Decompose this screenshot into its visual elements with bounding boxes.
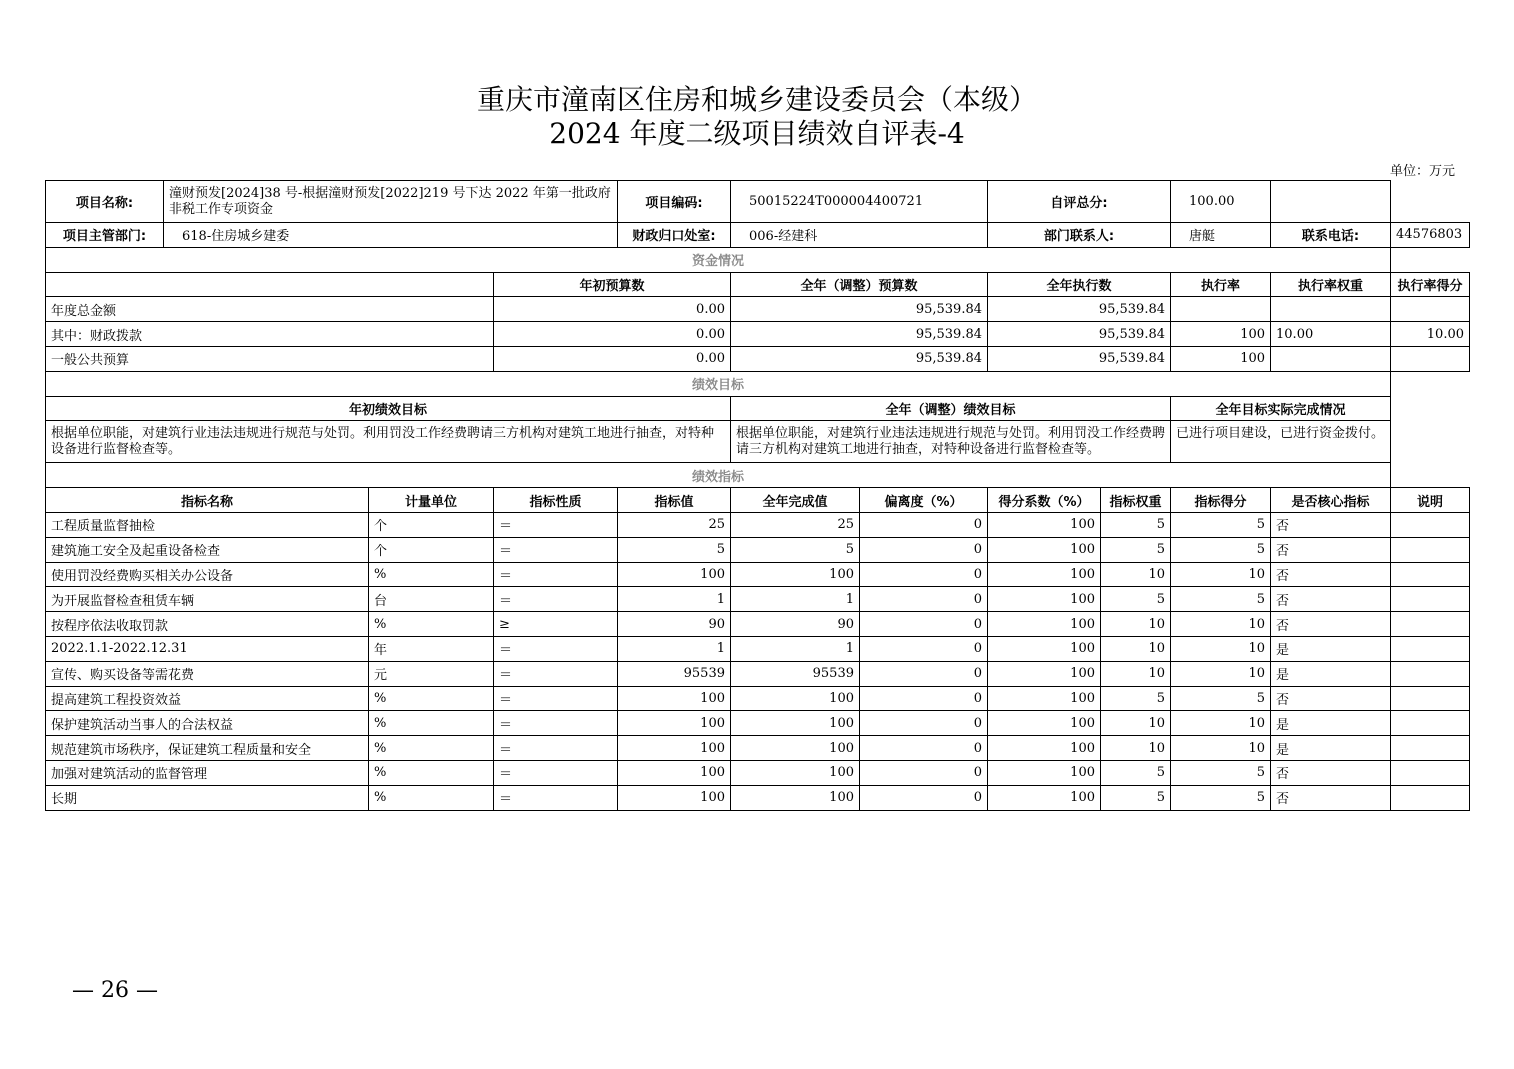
indicator-core: 是 [1271, 661, 1391, 686]
indicator-note [1391, 636, 1470, 661]
indicator-weight: 5 [1101, 512, 1171, 537]
indicator-nature: ＝ [494, 587, 618, 612]
indicator-done: 100 [731, 562, 860, 587]
indicator-note [1391, 711, 1470, 736]
funds-header-adjusted: 全年（调整）预算数 [731, 272, 988, 297]
indicator-core: 否 [1271, 512, 1391, 537]
indicator-coef: 100 [988, 537, 1101, 562]
indicator-coef: 100 [988, 760, 1101, 785]
funds-row [46, 297, 1470, 322]
indicator-value: 1 [618, 587, 731, 612]
funds-header-row [46, 272, 1470, 297]
ind-header-weight: 指标权重 [1101, 488, 1171, 513]
indicator-unit: % [369, 562, 494, 587]
ind-header-name: 指标名称 [46, 488, 369, 513]
indicator-row [46, 661, 1470, 686]
indicator-unit: 年 [369, 636, 494, 661]
indicator-value: 100 [618, 736, 731, 761]
indicator-value: 100 [618, 562, 731, 587]
indicator-nature: ＝ [494, 736, 618, 761]
indicator-row [46, 760, 1470, 785]
indicator-nature: ＝ [494, 537, 618, 562]
indicator-done: 95539 [731, 661, 860, 686]
indicator-dev: 0 [860, 537, 988, 562]
indicator-dev: 0 [860, 686, 988, 711]
indicator-core: 否 [1271, 686, 1391, 711]
indicator-unit: 个 [369, 512, 494, 537]
indicator-unit: % [369, 711, 494, 736]
goals-header-row [46, 396, 1470, 421]
indicator-score: 5 [1171, 587, 1271, 612]
funds-row-score: 10.00 [1391, 322, 1470, 347]
indicator-note [1391, 760, 1470, 785]
indicator-row [46, 537, 1470, 562]
indicator-row [46, 785, 1470, 810]
funds-row-score [1391, 297, 1470, 322]
indicator-note [1391, 686, 1470, 711]
indicator-score: 5 [1171, 785, 1271, 810]
indicator-score: 10 [1171, 736, 1271, 761]
indicator-core: 否 [1271, 537, 1391, 562]
ind-header-coef: 得分系数（%） [988, 488, 1101, 513]
indicator-nature: ＝ [494, 711, 618, 736]
performance-table [45, 180, 1470, 811]
indicator-done: 100 [731, 736, 860, 761]
funds-row-score [1391, 346, 1470, 371]
indicator-unit: 台 [369, 587, 494, 612]
indicator-score: 10 [1171, 636, 1271, 661]
indicator-name: 宣传、购买设备等需花费 [46, 661, 369, 686]
indicator-dev: 0 [860, 636, 988, 661]
indicator-row [46, 587, 1470, 612]
indicator-name: 建筑施工安全及起重设备检查 [46, 537, 369, 562]
contact-label: 部门联系人: [988, 223, 1171, 248]
empty-cell [1271, 181, 1391, 223]
indicator-note [1391, 785, 1470, 810]
indicator-row [46, 636, 1470, 661]
funds-row-initial: 0.00 [494, 297, 731, 322]
indicator-name: 提高建筑工程投资效益 [46, 686, 369, 711]
indicator-core: 否 [1271, 760, 1391, 785]
indicator-note [1391, 612, 1470, 637]
indicator-weight: 5 [1101, 537, 1171, 562]
indicator-dev: 0 [860, 661, 988, 686]
indicator-value: 100 [618, 785, 731, 810]
indicator-core: 否 [1271, 612, 1391, 637]
funds-row-weight [1271, 346, 1391, 371]
indicator-name: 加强对建筑活动的监督管理 [46, 760, 369, 785]
indicator-core: 否 [1271, 562, 1391, 587]
indicator-weight: 5 [1101, 587, 1171, 612]
funds-row-adjusted: 95,539.84 [731, 346, 988, 371]
indicator-unit: 元 [369, 661, 494, 686]
funds-row-weight [1271, 297, 1391, 322]
funds-section-row [46, 247, 1470, 272]
indicator-core: 否 [1271, 587, 1391, 612]
ind-header-note: 说明 [1391, 488, 1470, 513]
indicator-row [46, 686, 1470, 711]
indicator-score: 10 [1171, 711, 1271, 736]
indicator-row [46, 736, 1470, 761]
indicator-weight: 5 [1101, 686, 1171, 711]
goals-header-initial: 年初绩效目标 [46, 396, 731, 421]
ind-header-value: 指标值 [618, 488, 731, 513]
indicator-unit: % [369, 686, 494, 711]
funds-header-executed: 全年执行数 [988, 272, 1171, 297]
indicator-coef: 100 [988, 512, 1101, 537]
indicator-dev: 0 [860, 785, 988, 810]
funds-header-rate: 执行率 [1171, 272, 1271, 297]
funds-row-rate: 100 [1171, 322, 1271, 347]
funds-header-blank [46, 272, 494, 297]
indicator-dev: 0 [860, 587, 988, 612]
indicator-row [46, 711, 1470, 736]
indicator-dev: 0 [860, 512, 988, 537]
indicator-core: 否 [1271, 785, 1391, 810]
indicator-unit: 个 [369, 537, 494, 562]
page-title-line1: 重庆市潼南区住房和城乡建设委员会（本级） [476, 83, 1037, 116]
indicator-done: 1 [731, 587, 860, 612]
indicator-core: 是 [1271, 711, 1391, 736]
finance-value: 006-经建科 [731, 223, 988, 248]
contact-value: 唐艇 [1171, 223, 1271, 248]
funds-row-initial: 0.00 [494, 346, 731, 371]
funds-row [46, 346, 1470, 371]
indicator-note [1391, 661, 1470, 686]
funds-section-title: 资金情况 [46, 247, 1391, 272]
funds-row-adjusted: 95,539.84 [731, 322, 988, 347]
funds-row-executed: 95,539.84 [988, 346, 1171, 371]
funds-row-rate: 100 [1171, 346, 1271, 371]
indicator-nature: ＝ [494, 512, 618, 537]
indicator-done: 5 [731, 537, 860, 562]
indicator-core: 是 [1271, 736, 1391, 761]
indicator-core: 是 [1271, 636, 1391, 661]
funds-row-executed: 95,539.84 [988, 322, 1171, 347]
indicator-coef: 100 [988, 612, 1101, 637]
indicator-coef: 100 [988, 636, 1101, 661]
indicator-score: 10 [1171, 612, 1271, 637]
indicator-weight: 10 [1101, 636, 1171, 661]
funds-row-label: 年度总金额 [46, 297, 494, 322]
ind-header-nature: 指标性质 [494, 488, 618, 513]
indicator-name: 规范建筑市场秩序，保证建筑工程质量和安全 [46, 736, 369, 761]
funds-row-executed: 95,539.84 [988, 297, 1171, 322]
page-title-line2: 2024 年度二级项目绩效自评表-4 [549, 117, 965, 150]
phone-value: 44576803 [1391, 223, 1470, 248]
indicator-weight: 5 [1101, 785, 1171, 810]
goals-section-title: 绩效目标 [46, 371, 1391, 396]
page-number: — 26 — [72, 978, 158, 1003]
indicator-rows [46, 512, 1470, 810]
indicator-score: 5 [1171, 760, 1271, 785]
indicator-note [1391, 562, 1470, 587]
indicator-dev: 0 [860, 736, 988, 761]
indicator-coef: 100 [988, 785, 1101, 810]
indicator-dev: 0 [860, 562, 988, 587]
goals-header-actual: 全年目标实际完成情况 [1171, 396, 1391, 421]
indicator-nature: ＝ [494, 686, 618, 711]
unit-label: 单位：万元 [1390, 164, 1456, 179]
indicator-nature: ＝ [494, 785, 618, 810]
indicator-done: 90 [731, 612, 860, 637]
indicator-nature: ＝ [494, 636, 618, 661]
indicator-dev: 0 [860, 612, 988, 637]
indicators-section-row [46, 463, 1470, 488]
indicator-note [1391, 587, 1470, 612]
ind-header-score: 指标得分 [1171, 488, 1271, 513]
indicator-coef: 100 [988, 661, 1101, 686]
ind-header-done: 全年完成值 [731, 488, 860, 513]
indicator-weight: 10 [1101, 562, 1171, 587]
indicator-name: 长期 [46, 785, 369, 810]
funds-row-adjusted: 95,539.84 [731, 297, 988, 322]
indicator-row [46, 562, 1470, 587]
ind-header-dev: 偏离度（%） [860, 488, 988, 513]
indicator-weight: 10 [1101, 661, 1171, 686]
indicator-done: 100 [731, 760, 860, 785]
info-row-2 [46, 223, 1470, 248]
indicator-done: 1 [731, 636, 860, 661]
indicator-coef: 100 [988, 562, 1101, 587]
dept-value: 618-住房城乡建委 [164, 223, 618, 248]
indicator-value: 25 [618, 512, 731, 537]
indicators-header-row [46, 488, 1470, 513]
indicator-row [46, 612, 1470, 637]
funds-header-initial: 年初预算数 [494, 272, 731, 297]
indicator-value: 95539 [618, 661, 731, 686]
finance-label: 财政归口处室: [618, 223, 731, 248]
project-code: 50015224T000004400721 [731, 181, 988, 223]
indicator-score: 5 [1171, 686, 1271, 711]
indicator-done: 100 [731, 785, 860, 810]
indicator-nature: ＝ [494, 562, 618, 587]
indicator-unit: % [369, 736, 494, 761]
indicator-name: 按程序依法收取罚款 [46, 612, 369, 637]
indicator-value: 1 [618, 636, 731, 661]
indicator-value: 100 [618, 711, 731, 736]
indicator-unit: % [369, 612, 494, 637]
indicator-score: 5 [1171, 512, 1271, 537]
indicator-unit: % [369, 760, 494, 785]
indicator-value: 5 [618, 537, 731, 562]
funds-header-score: 执行率得分 [1391, 272, 1470, 297]
indicator-name: 工程质量监督抽检 [46, 512, 369, 537]
indicator-name: 为开展监督检查租赁车辆 [46, 587, 369, 612]
goals-adjusted-text: 根据单位职能，对建筑行业违法违规进行规范与处罚。利用罚没工作经费聘请三方机构对建筑工地进行抽查，对特种设备进行监督检查等。 [731, 421, 1171, 463]
indicator-dev: 0 [860, 711, 988, 736]
indicator-done: 25 [731, 512, 860, 537]
indicator-weight: 10 [1101, 612, 1171, 637]
goals-section-row [46, 371, 1470, 396]
indicator-done: 100 [731, 686, 860, 711]
indicator-coef: 100 [988, 711, 1101, 736]
indicator-score: 5 [1171, 537, 1271, 562]
funds-row-label: 其中：财政拨款 [46, 322, 494, 347]
goals-initial-text: 根据单位职能，对建筑行业违法违规进行规范与处罚。利用罚没工作经费聘请三方机构对建筑工地进行抽查，对特种设备进行监督检查等。 [46, 421, 731, 463]
indicator-dev: 0 [860, 760, 988, 785]
indicator-done: 100 [731, 711, 860, 736]
indicator-name: 保护建筑活动当事人的合法权益 [46, 711, 369, 736]
funds-header-weight: 执行率权重 [1271, 272, 1391, 297]
info-row-1 [46, 181, 1470, 223]
funds-row-weight: 10.00 [1271, 322, 1391, 347]
indicator-value: 100 [618, 760, 731, 785]
project-name-label: 项目名称: [46, 181, 164, 223]
indicator-value: 100 [618, 686, 731, 711]
indicator-weight: 10 [1101, 736, 1171, 761]
indicators-section-title: 绩效指标 [46, 463, 1391, 488]
indicator-coef: 100 [988, 686, 1101, 711]
indicator-nature: ≥ [494, 612, 618, 637]
indicator-note [1391, 537, 1470, 562]
phone-label: 联系电话: [1271, 223, 1391, 248]
indicator-row [46, 512, 1470, 537]
indicator-weight: 5 [1101, 760, 1171, 785]
project-code-label: 项目编码: [618, 181, 731, 223]
funds-row-label: 一般公共预算 [46, 346, 494, 371]
indicator-coef: 100 [988, 736, 1101, 761]
indicator-note [1391, 512, 1470, 537]
indicator-unit: % [369, 785, 494, 810]
indicator-name: 2022.1.1-2022.12.31 [46, 636, 369, 661]
indicator-value: 90 [618, 612, 731, 637]
ind-header-core: 是否核心指标 [1271, 488, 1391, 513]
indicator-name: 使用罚没经费购买相关办公设备 [46, 562, 369, 587]
goals-content-row [46, 421, 1470, 463]
goals-actual-text: 已进行项目建设，已进行资金拨付。 [1171, 421, 1391, 463]
indicator-score: 10 [1171, 562, 1271, 587]
indicator-nature: ＝ [494, 661, 618, 686]
funds-row-rate [1171, 297, 1271, 322]
funds-row-initial: 0.00 [494, 322, 731, 347]
goals-header-adjusted: 全年（调整）绩效目标 [731, 396, 1171, 421]
dept-label: 项目主管部门: [46, 223, 164, 248]
project-name: 潼财预发[2024]38 号-根据潼财预发[2022]219 号下达 2022 年第一批政府非税工作专项资金 [164, 181, 618, 223]
indicator-coef: 100 [988, 587, 1101, 612]
funds-row [46, 322, 1470, 347]
ind-header-unit: 计量单位 [369, 488, 494, 513]
indicator-nature: ＝ [494, 760, 618, 785]
self-score: 100.00 [1171, 181, 1271, 223]
indicator-note [1391, 736, 1470, 761]
indicator-weight: 10 [1101, 711, 1171, 736]
indicator-score: 10 [1171, 661, 1271, 686]
score-label: 自评总分: [988, 181, 1171, 223]
